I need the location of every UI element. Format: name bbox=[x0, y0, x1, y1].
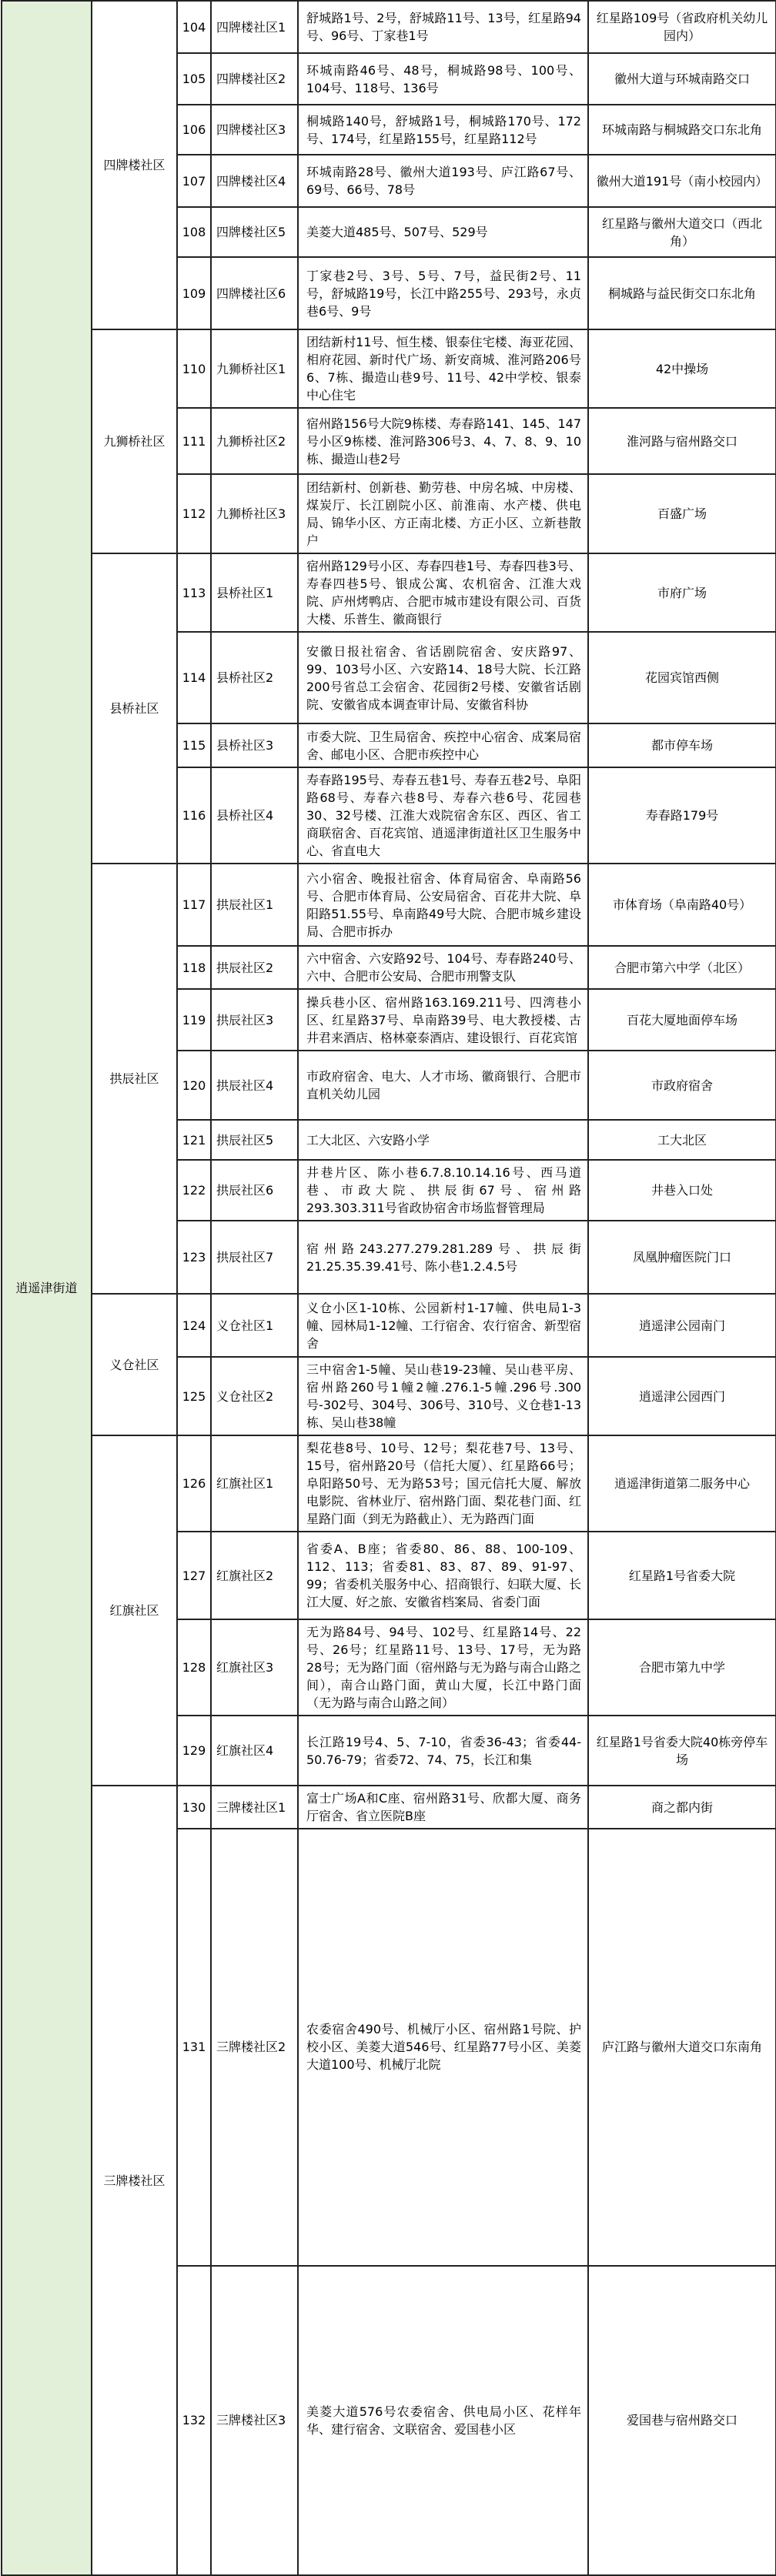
sub-community-name: 义仓社区1 bbox=[211, 1294, 298, 1357]
sub-community-name: 四牌楼社区1 bbox=[211, 1, 298, 53]
coverage-scope: 市委大院、卫生局宿舍、疾控中心宿舍、成案局宿舍、邮电小区、合肥市疾控中心 bbox=[298, 723, 588, 767]
sub-community-name: 红旗社区3 bbox=[211, 1619, 298, 1716]
polling-station-number: 114 bbox=[177, 632, 211, 723]
coverage-scope: 操兵巷小区、宿州路163.169.211号、四湾巷小区、红星路37号、阜南路39号、电大教授楼、古井君来酒店、格林豪泰酒店、建设银行、百花宾馆 bbox=[298, 989, 588, 1051]
polling-station-number: 119 bbox=[177, 989, 211, 1051]
community-name: 县桥社区 bbox=[92, 553, 177, 864]
polling-station-number: 105 bbox=[177, 53, 211, 105]
sub-community-name: 四牌楼社区5 bbox=[211, 207, 298, 257]
table-row bbox=[2, 1, 776, 53]
coverage-scope: 农委宿舍490号、机械厅小区、宿州路1号院、护校小区、美菱大道546号、红星路77号小区、美菱大道100号、机械厅北院 bbox=[298, 1829, 588, 2266]
polling-location: 红星路与徽州大道交口（西北角） bbox=[588, 207, 776, 257]
sub-community-name: 三牌楼社区2 bbox=[211, 1829, 298, 2266]
polling-station-number: 109 bbox=[177, 257, 211, 329]
polling-location: 寿春路179号 bbox=[588, 767, 776, 864]
sub-community-name: 拱辰社区2 bbox=[211, 946, 298, 989]
community-name: 四牌楼社区 bbox=[92, 1, 177, 329]
polling-station-number: 118 bbox=[177, 946, 211, 989]
polling-location: 商之都内街 bbox=[588, 1786, 776, 1829]
polling-location: 都市停车场 bbox=[588, 723, 776, 767]
polling-location: 花园宾馆西侧 bbox=[588, 632, 776, 723]
community-name: 红旗社区 bbox=[92, 1435, 177, 1786]
polling-location: 爱国巷与宿州路交口 bbox=[588, 2266, 776, 2575]
community-name: 九狮桥社区 bbox=[92, 329, 177, 553]
sub-community-name: 拱辰社区7 bbox=[211, 1221, 298, 1294]
polling-station-number: 111 bbox=[177, 408, 211, 474]
sub-community-name: 红旗社区4 bbox=[211, 1716, 298, 1786]
polling-station-number: 110 bbox=[177, 329, 211, 408]
polling-station-number: 115 bbox=[177, 723, 211, 767]
table-row bbox=[2, 1786, 776, 1829]
sub-community-name: 九狮桥社区3 bbox=[211, 474, 298, 553]
polling-location: 徽州大道与环城南路交口 bbox=[588, 53, 776, 105]
polling-station-number: 120 bbox=[177, 1051, 211, 1120]
sub-community-name: 红旗社区2 bbox=[211, 1532, 298, 1619]
coverage-scope: 桐城路140号，舒城路1号，桐城路170号、172号、174号，红星路155号，红星路112号 bbox=[298, 105, 588, 155]
table-row bbox=[2, 1294, 776, 1357]
coverage-scope: 安徽日报社宿舍、省话剧院宿舍、安庆路97、99、103号小区、六安路14、18号大院、长江路200号省总工会宿舍、花园街2号楼、安徽省话剧院、安徽省成本调查审计局、安徽省科协 bbox=[298, 632, 588, 723]
polling-location: 红星路1号省委大院 bbox=[588, 1532, 776, 1619]
polling-station-number: 123 bbox=[177, 1221, 211, 1294]
polling-location: 庐江路与徽州大道交口东南角 bbox=[588, 1829, 776, 2266]
polling-location: 红星路109号（省政府机关幼儿园内） bbox=[588, 1, 776, 53]
sub-community-name: 拱辰社区5 bbox=[211, 1120, 298, 1160]
coverage-scope: 宿州路156号大院9栋楼、寿春路141、145、147号小区9栋楼、淮河路306号3、4、7、8、9、10栋、撮造山巷2号 bbox=[298, 408, 588, 474]
coverage-scope: 梨花巷8号、10号、12号；梨花巷7号、13号、15号，宿州路20号（信托大厦）、红星路66号；阜阳路50号、无为路53号；国元信托大厦、解放电影院、省林业厅、宿州路门面、梨花巷门面、红星路门面（到无为路截止）、无为路西门面 bbox=[298, 1435, 588, 1532]
polling-station-number: 128 bbox=[177, 1619, 211, 1716]
polling-station-number: 130 bbox=[177, 1786, 211, 1829]
coverage-scope: 无为路84号、94号、102号、红星路14号、22号、26号；红星路11号、13号、17号，无为路28号；无为路门面（宿州路与无为路与南合山路之间），南合山路门面，黄山大厦，长江中路门面（无为路与南合山路之间） bbox=[298, 1619, 588, 1716]
coverage-scope: 团结新村11号、恒生楼、银泰住宅楼、海亚花园、相府花园、新时代广场、新安商城、淮河路206号6、7栋、撮造山巷9号、11号、42中学校、银泰中心住宅 bbox=[298, 329, 588, 408]
sub-community-name: 三牌楼社区3 bbox=[211, 2266, 298, 2575]
sub-community-name: 县桥社区2 bbox=[211, 632, 298, 723]
polling-station-number: 106 bbox=[177, 105, 211, 155]
sub-community-name: 三牌楼社区1 bbox=[211, 1786, 298, 1829]
coverage-scope: 六中宿舍、六安路92号、104号、寿春路240号、六中、合肥市公安局、合肥市刑警支队 bbox=[298, 946, 588, 989]
polling-location: 百花大厦地面停车场 bbox=[588, 989, 776, 1051]
polling-location: 井巷入口处 bbox=[588, 1160, 776, 1221]
sub-community-name: 四牌楼社区6 bbox=[211, 257, 298, 329]
polling-location: 红星路1号省委大院40栋旁停车场 bbox=[588, 1716, 776, 1786]
polling-location: 42中操场 bbox=[588, 329, 776, 408]
coverage-scope: 宿州路129号小区、寿春四巷1号、寿春四巷3号、寿春四巷5号、银成公寓、农机宿舍、江淮大戏院、庐州烤鸭店、合肥市城市建设有限公司、百货大楼、乐普生、徽商银行 bbox=[298, 553, 588, 632]
polling-station-number: 122 bbox=[177, 1160, 211, 1221]
sub-community-name: 义仓社区2 bbox=[211, 1357, 298, 1435]
polling-location: 桐城路与益民街交口东北角 bbox=[588, 257, 776, 329]
polling-station-number: 108 bbox=[177, 207, 211, 257]
coverage-scope: 寿春路195号、寿春五巷1号、寿春五巷2号、阜阳路68号、寿春六巷8号、寿春六巷6号、花园巷30、32号楼、江淮大戏院宿舍东区、西区、省工商联宿舍、百花宾馆、逍遥津街道社区卫生服务中心、省直电大 bbox=[298, 767, 588, 864]
polling-station-number: 131 bbox=[177, 1829, 211, 2266]
sub-community-name: 四牌楼社区3 bbox=[211, 105, 298, 155]
coverage-scope: 环城南路28号、徽州大道193号、庐江路67号、69号、66号、78号 bbox=[298, 155, 588, 207]
table-row bbox=[2, 864, 776, 946]
polling-station-number: 132 bbox=[177, 2266, 211, 2575]
sub-community-name: 县桥社区4 bbox=[211, 767, 298, 864]
coverage-scope: 美菱大道485号、507号、529号 bbox=[298, 207, 588, 257]
polling-location: 合肥市第九中学 bbox=[588, 1619, 776, 1716]
coverage-scope: 富士广场A和C座、宿州路31号、欣都大厦、商务厅宿舍、省立医院B座 bbox=[298, 1786, 588, 1829]
sub-community-name: 九狮桥社区2 bbox=[211, 408, 298, 474]
table-body bbox=[2, 1, 776, 2575]
polling-location: 工大北区 bbox=[588, 1120, 776, 1160]
polling-station-number: 112 bbox=[177, 474, 211, 553]
coverage-scope: 美菱大道576号农委宿舍、供电局小区、花样年华、建行宿舍、文联宿舍、爱国巷小区 bbox=[298, 2266, 588, 2575]
coverage-scope: 丁家巷2号、3号、5号、7号，益民街2号、11号，舒城路19号，长江中路255号、293号，永贞巷6号、9号 bbox=[298, 257, 588, 329]
coverage-scope: 市政府宿舍、电大、人才市场、徽商银行、合肥市直机关幼儿园 bbox=[298, 1051, 588, 1120]
polling-station-number: 116 bbox=[177, 767, 211, 864]
coverage-scope: 舒城路1号、2号，舒城路11号、13号，红星路94号、96号、丁家巷1号 bbox=[298, 1, 588, 53]
polling-location: 逍遥津公园南门 bbox=[588, 1294, 776, 1357]
coverage-scope: 井巷片区、陈小巷6.7.8.10.14.16号、西马道巷、市政大院、拱辰街67号、宿州路293.303.311号省政协宿舍市场监督管理局 bbox=[298, 1160, 588, 1221]
polling-station-number: 117 bbox=[177, 864, 211, 946]
sub-community-name: 红旗社区1 bbox=[211, 1435, 298, 1532]
polling-station-number: 113 bbox=[177, 553, 211, 632]
table-row bbox=[2, 553, 776, 632]
coverage-scope: 六小宿舍、晚报社宿舍、体育局宿舍、阜南路56号、合肥市体育局、公安局宿舍、百花井大院、阜阳路51.55号、阜南路49号大院、合肥市城乡建设局、合肥市拆办 bbox=[298, 864, 588, 946]
polling-location: 市政府宿舍 bbox=[588, 1051, 776, 1120]
coverage-scope: 省委A、B座；省委80、86、88、100-109、112、113；省委81、83、87、89、91-97、99；省委机关服务中心、招商银行、妇联大厦、长江大厦、好之旅、安徽省档案局、省委门面 bbox=[298, 1532, 588, 1619]
polling-location: 合肥市第六中学（北区） bbox=[588, 946, 776, 989]
polling-station-number: 126 bbox=[177, 1435, 211, 1532]
location-table bbox=[1, 0, 776, 2576]
table-row bbox=[2, 329, 776, 408]
polling-location: 逍遥津公园西门 bbox=[588, 1357, 776, 1435]
polling-location: 百盛广场 bbox=[588, 474, 776, 553]
coverage-scope: 义仓小区1-10栋、公园新村1-17幢、供电局1-3幢、园林局1-12幢、工行宿舍、农行宿舍、新型宿舍 bbox=[298, 1294, 588, 1357]
polling-station-number: 127 bbox=[177, 1532, 211, 1619]
coverage-scope: 宿州路243.277.279.281.289号、拱辰街21.25.35.39.41号、陈小巷1.2.4.5号 bbox=[298, 1221, 588, 1294]
polling-location: 徽州大道191号（南小校园内） bbox=[588, 155, 776, 207]
sub-community-name: 拱辰社区1 bbox=[211, 864, 298, 946]
sub-community-name: 四牌楼社区2 bbox=[211, 53, 298, 105]
polling-station-number: 125 bbox=[177, 1357, 211, 1435]
coverage-scope: 工大北区、六安路小学 bbox=[298, 1120, 588, 1160]
polling-location: 凤凰肿瘤医院门口 bbox=[588, 1221, 776, 1294]
community-name: 三牌楼社区 bbox=[92, 1786, 177, 2575]
polling-station-number: 124 bbox=[177, 1294, 211, 1357]
polling-station-number: 107 bbox=[177, 155, 211, 207]
polling-location: 市体育场（阜南路40号） bbox=[588, 864, 776, 946]
street-name: 逍遥津街道 bbox=[2, 1, 92, 2575]
sub-community-name: 拱辰社区6 bbox=[211, 1160, 298, 1221]
coverage-scope: 三中宿舍1-5幢、吴山巷19-23幢、吴山巷平房、宿州路260号1幢2幢.276.1-5幢.296号.300号-302号、304号、306号、310号、义仓巷1-13栋、吴山巷38幢 bbox=[298, 1357, 588, 1435]
coverage-scope: 环城南路46号、48号，桐城路98号、100号、104号、118号、136号 bbox=[298, 53, 588, 105]
community-name: 义仓社区 bbox=[92, 1294, 177, 1435]
polling-location: 淮河路与宿州路交口 bbox=[588, 408, 776, 474]
polling-location: 环城南路与桐城路交口东北角 bbox=[588, 105, 776, 155]
polling-location: 逍遥津街道第二服务中心 bbox=[588, 1435, 776, 1532]
sub-community-name: 县桥社区1 bbox=[211, 553, 298, 632]
community-name: 拱辰社区 bbox=[92, 864, 177, 1294]
polling-station-number: 129 bbox=[177, 1716, 211, 1786]
table-row bbox=[2, 1435, 776, 1532]
coverage-scope: 团结新村、创新巷、勤劳巷、中房名城、中房楼、煤炭厅、长江剧院小区、前淮南、水产楼、供电局、锦华小区、方正南北楼、方正小区、立新巷散户 bbox=[298, 474, 588, 553]
polling-location: 市府广场 bbox=[588, 553, 776, 632]
sub-community-name: 九狮桥社区1 bbox=[211, 329, 298, 408]
sub-community-name: 四牌楼社区4 bbox=[211, 155, 298, 207]
sub-community-name: 拱辰社区3 bbox=[211, 989, 298, 1051]
coverage-scope: 长江路19号4、5、7-10，省委36-43；省委44-50.76-79；省委72、74、75，长江和集 bbox=[298, 1716, 588, 1786]
polling-station-number: 121 bbox=[177, 1120, 211, 1160]
sub-community-name: 拱辰社区4 bbox=[211, 1051, 298, 1120]
sub-community-name: 县桥社区3 bbox=[211, 723, 298, 767]
polling-station-number: 104 bbox=[177, 1, 211, 53]
